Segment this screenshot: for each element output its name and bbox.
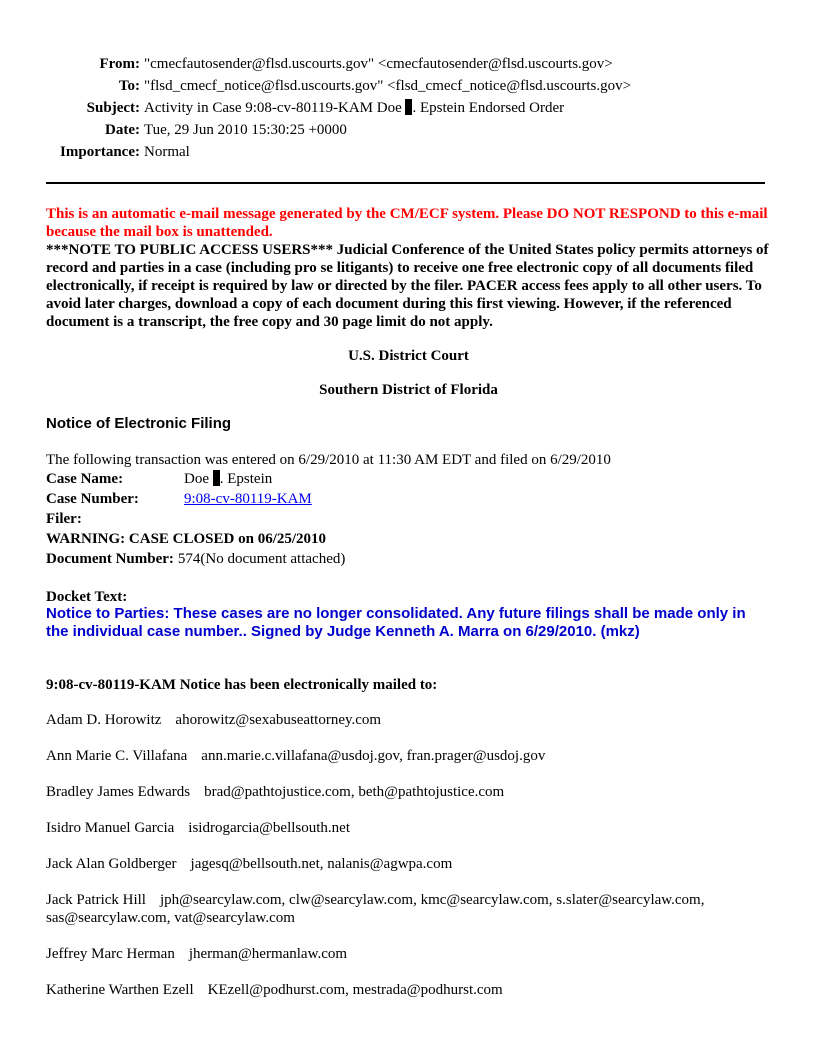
case-number-row — [46, 490, 345, 510]
case-name-value — [184, 470, 272, 490]
case-closed-text: WARNING: CASE CLOSED on 06/25/2010 — [46, 531, 327, 547]
recipient-emails: brad@pathtojustice.com, beth@pathtojustice.com — [204, 784, 505, 800]
subject-text-post: . Epstein Endorsed Order — [412, 100, 565, 116]
to-row — [46, 77, 786, 99]
subject-text-pre: Activity in Case 9:08-cv-80119-KAM Doe — [144, 100, 406, 116]
subject-value — [144, 99, 564, 121]
importance-row — [46, 143, 786, 165]
document-number-value: 574(No document attached) — [177, 551, 346, 567]
filer-row — [46, 510, 345, 530]
recipient-name: Ann Marie C. Villafana — [46, 748, 188, 764]
recipient-emails: KEzell@podhurst.com, mestrada@podhurst.com — [207, 982, 503, 998]
recipient-item — [46, 945, 771, 963]
case-name-pre: Doe — [184, 471, 213, 487]
date-label: Date: — [105, 122, 140, 138]
recipient-emails: isidrogarcia@bellsouth.net — [188, 820, 350, 836]
auto-message-warning: This is an automatic e-mail message generated by the CM/ECF system. Please DO NOT RESPOND to this e-mail because the mail box is unattended. — [46, 206, 768, 240]
date-value: Tue, 29 Jun 2010 15:30:25 +0000 — [144, 122, 347, 138]
importance-value: Normal — [144, 144, 190, 160]
recipient-emails: jagesq@bellsouth.net, nalanis@agwpa.com — [190, 856, 453, 872]
recipient-list — [46, 711, 771, 1017]
mailed-to-header: 9:08-cv-80119-KAM Notice has been electronically mailed to: — [46, 677, 438, 693]
nef-title: Notice of Electronic Filing — [46, 415, 232, 432]
recipient-emails: ahorowitz@sexabuseattorney.com — [175, 712, 382, 728]
case-number-link[interactable]: 9:08-cv-80119-KAM — [184, 491, 312, 507]
recipient-item — [46, 981, 771, 999]
recipient-name: Bradley James Edwards — [46, 784, 191, 800]
recipient-name: Adam D. Horowitz — [46, 712, 162, 728]
recipient-emails: ann.marie.c.villafana@usdoj.gov, fran.prager@usdoj.gov — [201, 748, 546, 764]
document-number-row — [46, 550, 345, 570]
subject-row — [46, 99, 786, 121]
importance-label: Importance: — [60, 144, 140, 160]
recipient-name: Jeffrey Marc Herman — [46, 946, 175, 962]
recipient-item — [46, 819, 771, 837]
docket-text: Notice to Parties: These cases are no longer consolidated. Any future filings shall be made only in the individual case number.. Signed by Judge Kenneth A. Marra on 6/29/2010. (mkz) — [46, 605, 746, 640]
transaction-text: The following transaction was entered on 6/29/2010 at 11:30 AM EDT and filed on 6/29/2010 — [46, 452, 611, 468]
docket-text-label: Docket Text: — [46, 589, 128, 605]
email-header — [46, 55, 786, 165]
recipient-name: Jack Alan Goldberger — [46, 856, 177, 872]
recipient-item — [46, 855, 771, 873]
recipient-name: Katherine Warthen Ezell — [46, 982, 194, 998]
recipient-item — [46, 711, 771, 729]
to-value: "flsd_cmecf_notice@flsd.uscourts.gov" <flsd_cmecf_notice@flsd.uscourts.gov> — [144, 78, 632, 94]
from-row — [46, 55, 786, 77]
document-number-label: Document Number: — [46, 551, 174, 567]
recipient-name: Jack Patrick Hill — [46, 892, 146, 908]
case-name-label: Case Name: — [46, 471, 124, 487]
filer-label: Filer: — [46, 511, 82, 527]
from-label: From: — [99, 56, 140, 72]
public-access-note: ***NOTE TO PUBLIC ACCESS USERS*** Judicial Conference of the United States policy permits attorneys of record and parties in a case (including pro se litigants) to receive one free electronic copy of all documents filed electronically, if receipt is required by law or directed by the filer. PACER access fees apply to all other users. To avoid later charges, download a copy of each document during this first viewing. However, if the referenced document is a transcript, the free copy and 30 page limit do not apply. — [46, 242, 769, 330]
recipient-emails: jph@searcylaw.com, clw@searcylaw.com, kmc@searcylaw.com, s.slater@searcylaw.com, sas@searcylaw.com, vat@searcylaw.com — [46, 892, 705, 926]
date-row — [46, 121, 786, 143]
court-name: U.S. District Court — [348, 348, 469, 364]
court-district: Southern District of Florida — [319, 382, 498, 398]
case-name-row — [46, 470, 345, 490]
case-number-label: Case Number: — [46, 491, 139, 507]
from-value: "cmecfautosender@flsd.uscourts.gov" <cmecfautosender@flsd.uscourts.gov> — [144, 56, 613, 72]
case-info — [46, 470, 345, 570]
recipient-item — [46, 747, 771, 765]
redaction-block — [213, 470, 220, 486]
subject-label: Subject: — [86, 100, 140, 116]
case-name-post: . Epstein — [219, 471, 273, 487]
recipient-item — [46, 783, 771, 801]
recipient-name: Isidro Manuel Garcia — [46, 820, 175, 836]
header-divider — [46, 182, 765, 184]
recipient-item — [46, 891, 771, 927]
case-closed-warning — [46, 530, 345, 550]
recipient-emails: jherman@hermanlaw.com — [188, 946, 348, 962]
to-label: To: — [118, 78, 140, 94]
